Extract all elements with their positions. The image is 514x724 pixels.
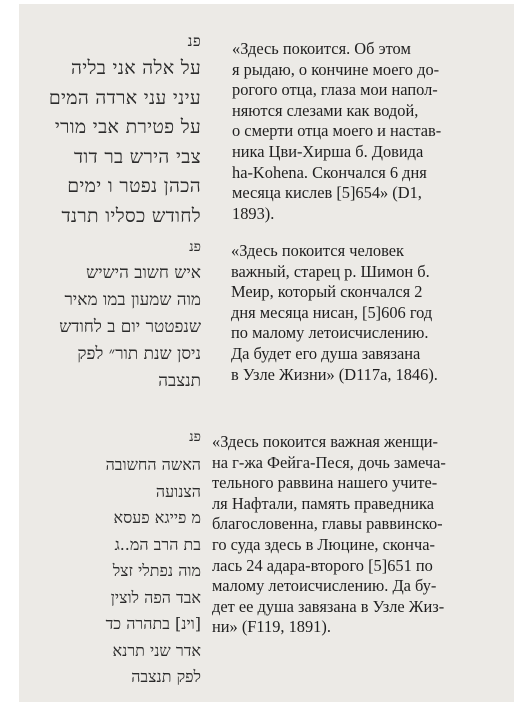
russian-translation (232, 39, 441, 224)
translation-line: лась 24 адара-второго [5]651 по (212, 555, 433, 575)
translation-line: «Здесь покоится человек (231, 241, 404, 260)
translation-line: тельного раввина нашего учите- (212, 473, 438, 493)
translation-line: малому летоисчислению. Да бу- (212, 576, 437, 596)
translation-line: Меир, который скончался 2 (231, 282, 423, 302)
hebrew-line: על אלה אני בליה (71, 57, 201, 79)
hebrew-inscription (35, 428, 201, 691)
translation-line: о смерти отца моего и настав- (232, 121, 442, 141)
translation-line: благословенна, главы раввинско- (212, 514, 443, 534)
translation-line: няются слезами как водой, (232, 100, 419, 120)
translation-line: ля Нафтали, память праведника (212, 493, 434, 513)
translation-line: в Узле Жизни» (D117a, 1846). (231, 364, 438, 384)
hebrew-line: מוה שמעון במו מאיר (64, 290, 201, 310)
translation-line: го суда здесь в Люцине, сконча- (212, 534, 435, 554)
translation-line: ha-Kohena. Скончался 6 дня (232, 162, 427, 182)
translation-line: 1893). (232, 203, 275, 223)
hebrew-inscription (31, 238, 201, 395)
hebrew-line: לחודש כסליו תרנד (61, 204, 201, 227)
translation-line: дет ее душа завязана в Узле Жиз- (212, 596, 445, 616)
hebrew-line: מ פייגא פעסא (113, 508, 201, 527)
hebrew-line: עיני עני ארדה המים (48, 86, 201, 109)
translation-line: месяца кислев [5]654» (D1, (232, 183, 422, 203)
hebrew-label: פנ (189, 239, 201, 255)
hebrew-line: לפק תנצבה (131, 667, 201, 686)
hebrew-line: הכהן נפטר ו ימים (67, 175, 201, 198)
hebrew-line: מוה נפתלי זצל (112, 561, 201, 580)
translation-line: дня месяца нисан, [5]606 год (231, 302, 433, 322)
hebrew-line: אדר שני תרנא (112, 640, 201, 660)
translation-line: Да будет его душа завязана (231, 343, 421, 363)
translation-line: по малому летоисчислению. (231, 323, 429, 343)
hebrew-line: בת הרב המ..ג (114, 534, 201, 554)
translation-line: важный, старец р. Шимон б. (231, 261, 430, 281)
translation-line: ника Цви-Хирша б. Довида (232, 141, 424, 161)
hebrew-line: ניסן שנת תור״ לפק (77, 344, 201, 364)
hebrew-line: על פטירת אבי מורי (54, 116, 201, 139)
hebrew-label: פנ (187, 32, 201, 50)
hebrew-line: איש חשוב הישיש (86, 263, 201, 283)
hebrew-line: אבד הפה לוצין (110, 587, 201, 607)
document-page (19, 4, 514, 702)
russian-translation (212, 432, 446, 638)
hebrew-line: [וינ] בתהרה כד (105, 614, 201, 633)
translation-line: я рыдаю, о кончине моего до- (232, 59, 440, 79)
hebrew-line: צבי הירש בר דוד (73, 145, 201, 168)
translation-line: «Здесь покоится. Об этом (232, 39, 411, 58)
hebrew-line: תנצבה (158, 371, 201, 391)
russian-translation (231, 241, 438, 385)
hebrew-label: פנ (189, 429, 201, 445)
hebrew-line: הצנועה (155, 481, 201, 501)
translation-line: на г-жа Фейга-Песя, дочь замеча- (212, 452, 446, 472)
hebrew-inscription (31, 30, 201, 232)
hebrew-line: שנפטטר יום ב לחודש (59, 317, 201, 337)
hebrew-line: האשה החשובה (105, 455, 201, 474)
translation-line: «Здесь покоится важная женщи- (212, 432, 439, 451)
translation-line: ни» (F119, 1891). (212, 617, 331, 637)
translation-line: рогого отца, глаза мои напол- (232, 80, 438, 100)
